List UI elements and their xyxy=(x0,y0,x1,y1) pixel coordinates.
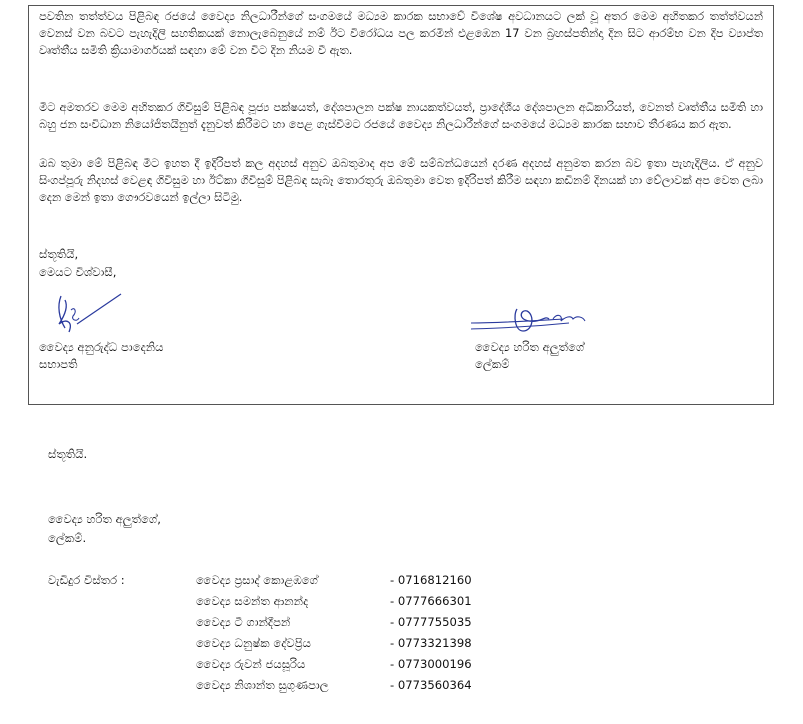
contact-phone: - 0773321398 xyxy=(390,636,472,650)
contact-phone: - 0777755035 xyxy=(390,615,472,629)
letter-paragraph-2: මීට අමතරව මෙම අහිතකර ගිවිසුම් පිළිබඳ පූජ්‍ය පක්ෂයත්, දේශපාලන පක්ෂ නායකත්වයත්, ප්‍රාදේශීය දේශපාලන අධිකාරියත්, වෙනත් වෘත්තීය සමිති හා බහු ජන සංවිධාන නියෝජිතයිනුත් දැනුවත් කිරීමට හා පෙළ ගැස්වීමට රජයේ වෛද්‍ය නිලධාරීන්ගේ සංගමයේ මධ්‍යම කාරක සභාව තීරණය කර ඇත. xyxy=(39,100,763,131)
signatory-1-title: සභාපති xyxy=(39,357,78,371)
letter-thanks: ස්තූතියි, xyxy=(39,247,79,261)
secretary-signature xyxy=(469,301,609,341)
contact-name: වෛද්‍ය ප්‍රසාද් කොළඹගේ xyxy=(196,573,318,587)
contact-phone: - 0773560364 xyxy=(390,678,472,692)
signatory-1-name: වෛද්‍ය අනුරුද්ධ පාදෙනිය xyxy=(39,340,164,354)
contact-phone: - 0716812160 xyxy=(390,573,472,587)
letter-paragraph-1: පවතින තත්ත්වය පිළිබඳ රජයේ වෛද්‍ය නිලධාරීන්ගේ සංගමයේ මධ්‍යම කාරක සභාවේ විශේෂ අවධානයට ලක් වූ අතර මෙම අහිතකර තත්ත්වයන් වෙනස් වන බවට පැහැදිලි සහතිකයක් නොලැබෙනුයේ නම් ඊට විරෝධය පල කරමින් එළඹෙන 17 වන බ්‍රහස්පතින්දා දින සිට ආරම්භ වන දිප ව්‍යාප්ත වෘත්තීය සමිති ක්‍රියාමාර්ගයක් සඳහා මේ වන විට දින නියම වී ඇත. xyxy=(39,9,763,57)
details-label: වැඩිදුර විස්තර : xyxy=(48,573,125,587)
contact-phone: - 0777666301 xyxy=(390,594,472,608)
footer-title: ලේකම්. xyxy=(48,531,87,545)
contact-name: වෛද්‍ය රුවන් ජයසූරිය xyxy=(196,657,306,671)
contact-name: වෛද්‍ය සමන්ත ආනන්ද xyxy=(196,594,309,608)
footer-thanks: ස්තූතියි. xyxy=(48,447,88,461)
chairman-signature xyxy=(47,288,127,340)
letter-box xyxy=(28,5,774,405)
contact-phone: - 0773000196 xyxy=(390,657,472,671)
signatory-2-name: වෛද්‍ය හරිත අලුත්ගේ xyxy=(475,340,585,354)
contact-name: වෛද්‍ය නිශාන්ත සුගුණපාල xyxy=(196,678,329,692)
letter-closing: මෙයට විශ්වාසී, xyxy=(39,265,117,279)
letter-paragraph-3: ඔබ තුමා මේ පිළිබඳ මීට ඉහත දී ඉදිරිපත් කල අදහස් අනුව ඔබතුමාද අප මේ සම්බන්ධයෙන් දරණ අදහස් අනුමත කරන බව ඉතා පැහැදිලිය. ඒ අනුව සිංගප්පූරු නිදහස් වෙළඳ ගිවිසුම හා ඊට්කා ගිවිසුම් පිළිබඳ සැබෑ තොරතුරු ඔබතුමා වෙත ඉදිරිපත් කිරීම සඳහා කඩිනම් දිනයක් හා වේලාවක් අප වෙත ලබා දෙන මෙන් ඉතා ගෞරවයෙන් ඉල්ලා සිටිමු. xyxy=(39,156,763,204)
contact-name: වෛද්‍ය ටී ගාන්දීපන් xyxy=(196,615,291,629)
signatory-2-title: ලේකම් xyxy=(475,357,510,371)
footer-name: වෛද්‍ය හරිත අලුත්ගේ, xyxy=(48,512,161,526)
contact-name: වෛද්‍ය ධනුෂ්ක දේවප්‍රිය xyxy=(196,636,311,650)
